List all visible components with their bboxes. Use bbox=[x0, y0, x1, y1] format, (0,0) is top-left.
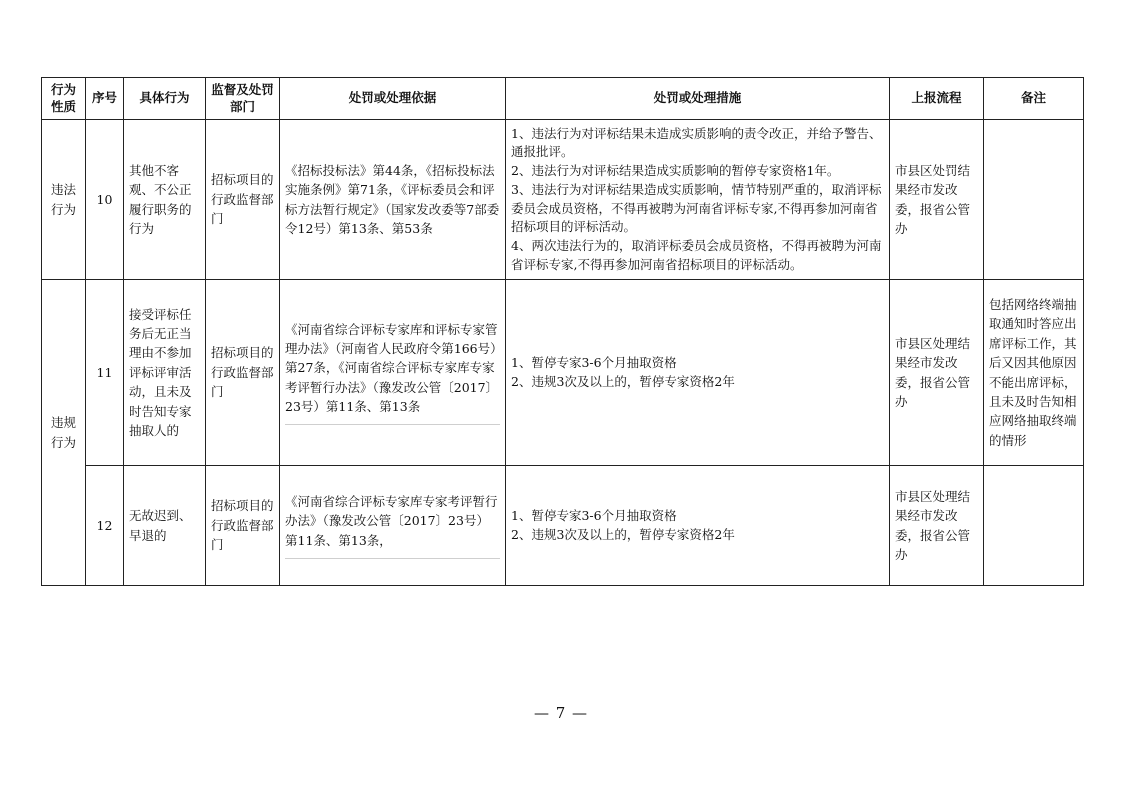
basis-text: 《河南省综合评标专家库专家考评暂行办法》（豫发改公管〔2017〕23号）第11条、第13条， bbox=[285, 493, 498, 548]
remark-cell: 包括网络终端抽取通知时答应出席评标工作，其后又因其他原因不能出席评标，且未及时告知相应网络抽取终端的情形 bbox=[984, 280, 1084, 466]
row-number: 12 bbox=[86, 466, 124, 586]
measures-cell bbox=[506, 466, 890, 586]
divider bbox=[285, 416, 500, 425]
measure-item: 2、违规3次及以上的，暂停专家资格2年 bbox=[511, 526, 735, 542]
category-violation: 违规行为 bbox=[42, 280, 86, 586]
measure-item: 4、两次违法行为的，取消评标委员会成员资格，不得再被聘为河南省评标专家,不得再参加河南省招标项目的评标活动。 bbox=[511, 238, 882, 272]
header-process: 上报流程 bbox=[890, 78, 984, 120]
behavior-cell: 其他不客观、不公正履行职务的行为 bbox=[124, 120, 206, 280]
divider bbox=[285, 550, 500, 559]
process-cell: 市县区处理结果经市发改委，报省公管办 bbox=[890, 466, 984, 586]
basis-cell bbox=[280, 466, 506, 586]
row-number: 11 bbox=[86, 280, 124, 466]
header-nature: 行为性质 bbox=[42, 78, 86, 120]
table-row bbox=[42, 280, 1084, 466]
department-cell: 招标项目的行政监督部门 bbox=[206, 280, 280, 466]
basis-text: 《河南省综合评标专家库和评标专家管理办法》（河南省人民政府令第166号）第27条，《河南省综合评标专家库专家考评暂行办法》（豫发改公管〔2017〕23号）第11条、第13条 bbox=[285, 321, 499, 415]
page-number: — 7 — bbox=[533, 704, 589, 722]
basis-cell: 《招标投标法》第44条，《招标投标法实施条例》第71条，《评标委员会和评标方法暂行规定》（国家发改委等7部委令12号）第13条、第53条 bbox=[280, 120, 506, 280]
measure-item: 1、暂停专家3-6个月抽取资格 bbox=[511, 507, 677, 523]
measure-item: 2、违规3次及以上的，暂停专家资格2年 bbox=[511, 373, 735, 389]
measure-item: 2、违法行为对评标结果造成实质影响的暂停专家资格1年。 bbox=[511, 163, 840, 178]
process-cell: 市县区处罚结果经市发改委，报省公管办 bbox=[890, 120, 984, 280]
header-measures: 处罚或处理措施 bbox=[506, 78, 890, 120]
penalty-table bbox=[41, 77, 1084, 586]
remark-cell bbox=[984, 120, 1084, 280]
measure-item: 3、违法行为对评标结果造成实质影响，情节特别严重的，取消评标委员会成员资格，不得再被聘为河南省评标专家,不得再参加河南省招标项目的评标活动。 bbox=[511, 181, 882, 235]
header-row bbox=[42, 78, 1084, 120]
table-row bbox=[42, 466, 1084, 586]
header-remark: 备注 bbox=[984, 78, 1084, 120]
table-row bbox=[42, 120, 1084, 280]
measure-item: 1、违法行为对评标结果未造成实质影响的责令改正，并给予警告、通报批评。 bbox=[511, 125, 882, 160]
header-basis: 处罚或处理依据 bbox=[280, 78, 506, 120]
behavior-cell: 无故迟到、早退的 bbox=[124, 466, 206, 586]
department-cell: 招标项目的行政监督部门 bbox=[206, 120, 280, 280]
header-department: 监督及处罚部门 bbox=[206, 78, 280, 120]
department-cell: 招标项目的行政监督部门 bbox=[206, 466, 280, 586]
header-behavior: 具体行为 bbox=[124, 78, 206, 120]
behavior-cell: 接受评标任务后无正当理由不参加评标评审活动，且未及时告知专家抽取人的 bbox=[124, 280, 206, 466]
measure-item: 1、暂停专家3-6个月抽取资格 bbox=[511, 354, 677, 370]
measures-cell bbox=[506, 280, 890, 466]
basis-cell bbox=[280, 280, 506, 466]
row-number: 10 bbox=[86, 120, 124, 280]
category-illegal: 违法行为 bbox=[42, 120, 86, 280]
remark-cell bbox=[984, 466, 1084, 586]
header-number: 序号 bbox=[86, 78, 124, 120]
measures-cell bbox=[506, 120, 890, 280]
process-cell: 市县区处理结果经市发改委，报省公管办 bbox=[890, 280, 984, 466]
